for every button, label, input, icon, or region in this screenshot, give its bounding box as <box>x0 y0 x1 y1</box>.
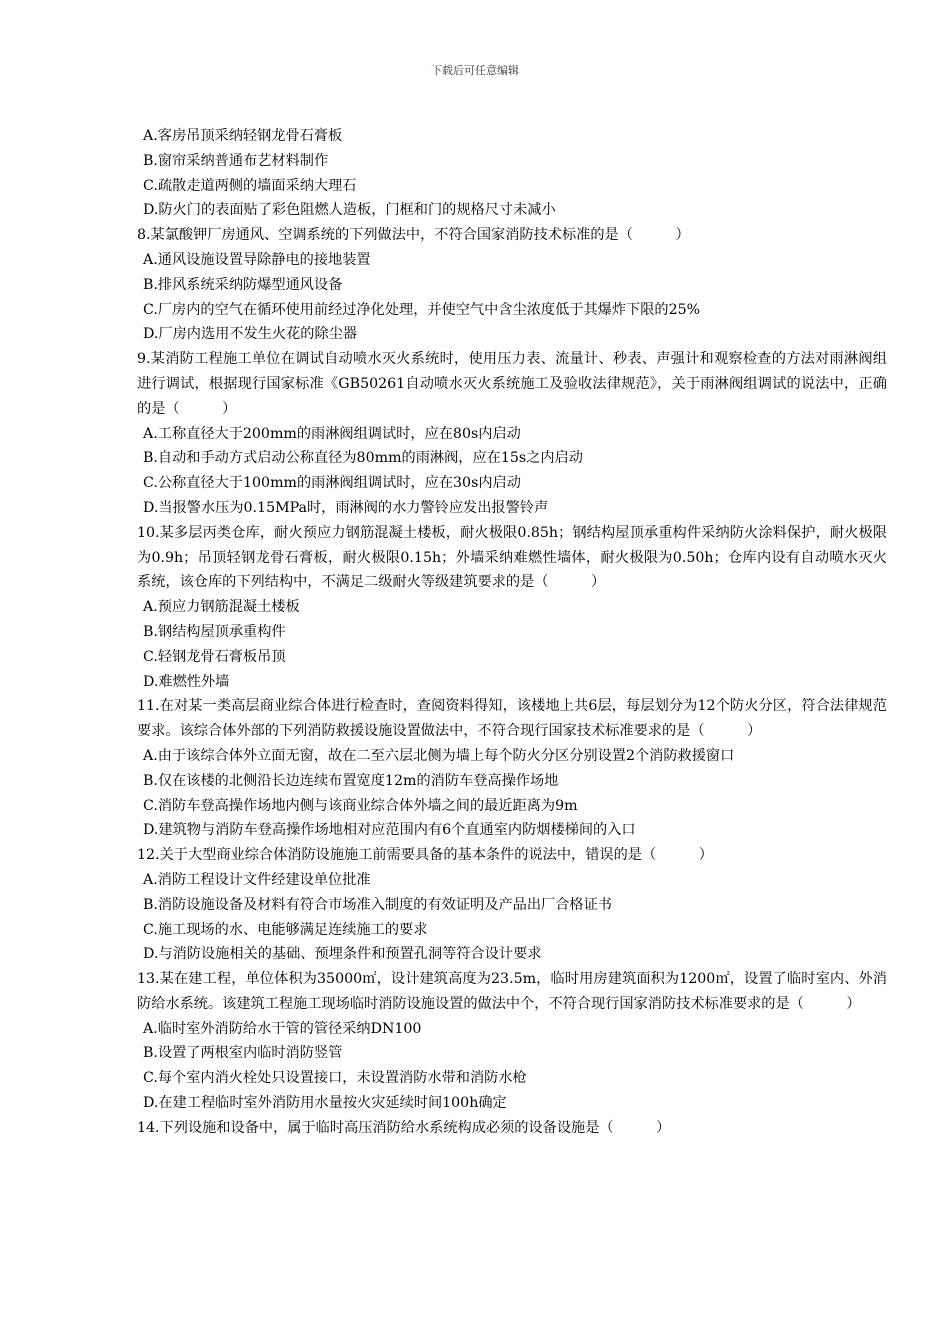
answer-option: D.厂房内选用不发生火花的除尘器 <box>143 326 358 343</box>
answer-option: C.厂房内的空气在循环使用前经过净化处理，并使空气中含尘浓度低于其爆炸下限的25% <box>143 301 701 318</box>
answer-option: B.自动和手动方式启动公称直径为80mm的雨淋阀，应在15s之内启动 <box>143 450 583 467</box>
document-body <box>137 124 887 1141</box>
answer-option: B.设置了两根室内临时消防竖管 <box>143 1045 343 1062</box>
answer-option: D.难燃性外墙 <box>143 673 230 690</box>
answer-option: B.窗帘采纳普通布艺材料制作 <box>143 152 329 169</box>
answer-option: C.轻钢龙骨石膏板吊顶 <box>143 648 286 665</box>
answer-option: C.施工现场的水、电能够满足连续施工的要求 <box>143 921 428 938</box>
answer-option: D.建筑物与消防车登高操作场地相对应范围内有6个直通室内防烟楼梯间的入口 <box>143 822 636 839</box>
answer-option: B.消防设施设备及材料有符合市场准入制度的有效证明及产品出厂合格证书 <box>143 896 612 913</box>
answer-option: A.消防工程设计文件经建设单位批准 <box>143 871 371 888</box>
answer-option: A.由于该综合体外立面无窗，故在二至六层北侧为墙上每个防火分区分别设置2个消防救援窗口 <box>143 747 735 764</box>
answer-option: B.排风系统采纳防爆型通风设备 <box>143 276 343 293</box>
question-text: 9.某消防工程施工单位在调试自动喷水灭火系统时，使用压力表、流量计、秒表、声强计和观察检查的方法对雨淋阀组进行调试，根据现行国家标准《GB50261自动喷水灭火系统施工及验收法律规范》，关于雨淋阀组调试的说法中，正确的是（ ） <box>137 351 887 417</box>
answer-option: A.预应力钢筋混凝土楼板 <box>143 599 300 616</box>
question-text: 8.某氯酸钾厂房通风、空调系统的下列做法中，不符合国家消防技术标准的是（ ） <box>137 227 690 244</box>
answer-option: A.临时室外消防给水干管的管径采纳DN100 <box>143 1020 422 1037</box>
question-text: 12.关于大型商业综合体消防设施施工前需要具备的基本条件的说法中，错误的是（ ） <box>137 847 713 864</box>
answer-option: D.在建工程临时室外消防用水量按火灾延续时间100h确定 <box>143 1095 507 1112</box>
question-text: 13.某在建工程，单位体积为35000㎡，设计建筑高度为23.5m，临时用房建筑面积为1200㎡，设置了临时室内、外消防给水系统。该建筑工程施工现场临时消防设施设置的做法中个，不符合现行国家消防技术标准要求的是（ ） <box>137 971 887 1012</box>
question-text: 10.某多层丙类仓库，耐火预应力钢筋混凝土楼板，耐火极限0.85h；钢结构屋顶承重构件采纳防火涂料保护，耐火极限为0.9h；吊顶轻钢龙骨石膏板，耐火极限0.15h；外墙采纳难燃性墙体，耐火极限为0.50h；仓库内设有自动喷水灭火系统，该仓库的下列结构中，不满足二级耐火等级建筑要求的是（ ） <box>137 524 887 591</box>
answer-option: A.通风设施设置导除静电的接地装置 <box>143 251 371 268</box>
answer-option: D.防火门的表面贴了彩色阻燃人造板，门框和门的规格尺寸未减小 <box>143 202 556 219</box>
answer-option: C.疏散走道两侧的墙面采纳大理石 <box>143 177 357 194</box>
answer-option: D.当报警水压为0.15MPa时，雨淋阀的水力警铃应发出报警铃声 <box>143 499 549 516</box>
page-header: 下载后可任意编辑 <box>431 64 519 77</box>
answer-option: A.工称直径大于200mm的雨淋阀组调试时，应在80s内启动 <box>143 425 521 442</box>
answer-option: A.客房吊顶采纳轻钢龙骨石膏板 <box>143 128 343 144</box>
answer-option: D.与消防设施相关的基础、预埋条件和预置孔洞等符合设计要求 <box>143 946 542 963</box>
answer-option: B.钢结构屋顶承重构件 <box>143 623 286 640</box>
answer-option: C.公称直径大于100mm的雨淋阀组调试时，应在30s内启动 <box>143 475 521 492</box>
answer-option: C.每个室内消火栓处只设置接口，未设置消防水带和消防水枪 <box>143 1070 527 1087</box>
answer-option: C.消防车登高操作场地内侧与该商业综合体外墙之间的最近距离为9m <box>143 797 578 814</box>
answer-option: B.仅在该楼的北侧沿长边连续布置宽度12m的消防车登高操作场地 <box>143 772 559 789</box>
question-text: 11.在对某一类高层商业综合体进行检查时，查阅资料得知，该楼地上共6层，每层划分为12个防火分区，符合法律规范要求。该综合体外部的下列消防救援设施设置做法中，不符合现行国家技术标准要求的是（ ） <box>137 698 887 740</box>
question-text: 14.下列设施和设备中，属于临时高压消防给水系统构成必须的设备设施是（ ） <box>137 1119 671 1136</box>
